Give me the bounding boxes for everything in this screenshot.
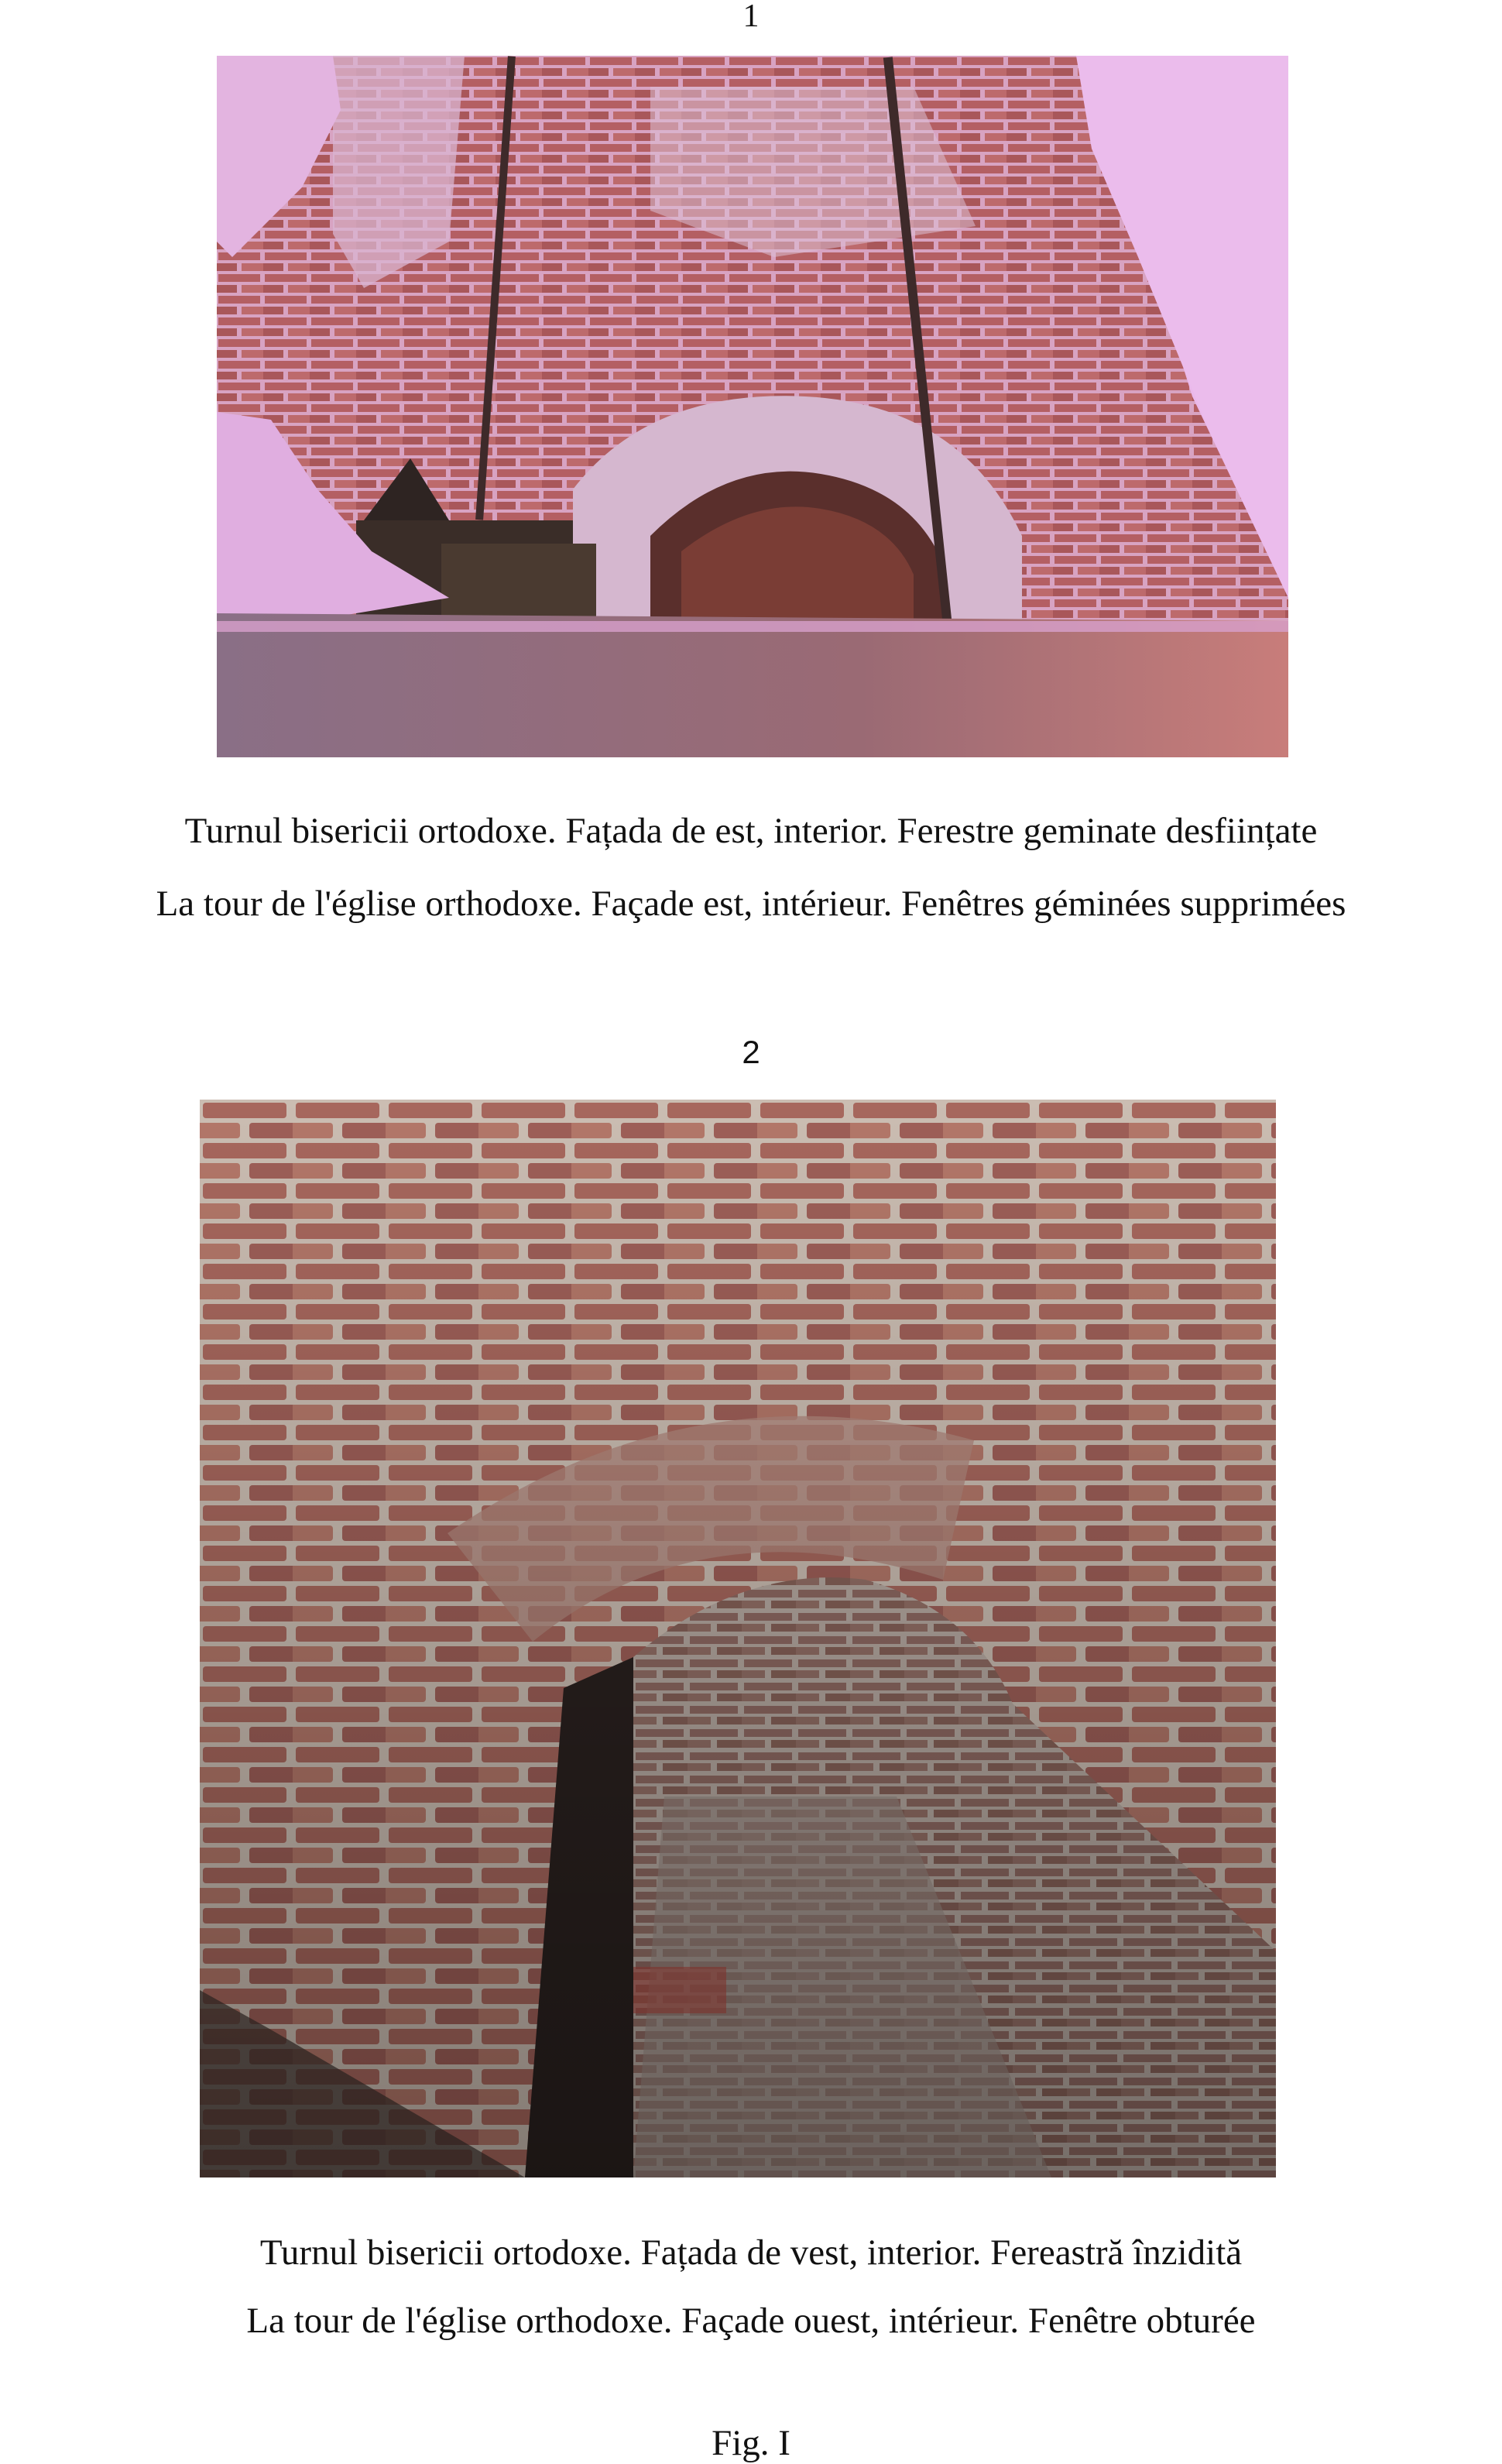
caption-french-2: La tour de l'église orthodoxe. Façade ouest, intérieur. Fenêtre obturée	[246, 2301, 1256, 2341]
caption-french-1: La tour de l'église orthodoxe. Façade est, intérieur. Fenêtres géminées supprimées	[156, 884, 1346, 924]
photo-number-2: 2	[742, 1034, 760, 1070]
caption-romanian-2: Turnul bisericii ortodoxe. Fațada de vest, interior. Fereastră înzidită	[259, 2232, 1243, 2273]
walled-window-brick-photo	[200, 1100, 1276, 2177]
caption-romanian-1: Turnul bisericii ortodoxe. Fațada de est, interior. Ferestre geminate desființate	[184, 811, 1318, 851]
figure-label: Fig. I	[712, 2423, 790, 2463]
bell-tower-interior-photo	[217, 56, 1288, 757]
photo-tower-west-interior	[200, 1100, 1276, 2177]
photo-number-1: 1	[742, 0, 760, 34]
photo-tower-east-interior	[217, 56, 1288, 757]
